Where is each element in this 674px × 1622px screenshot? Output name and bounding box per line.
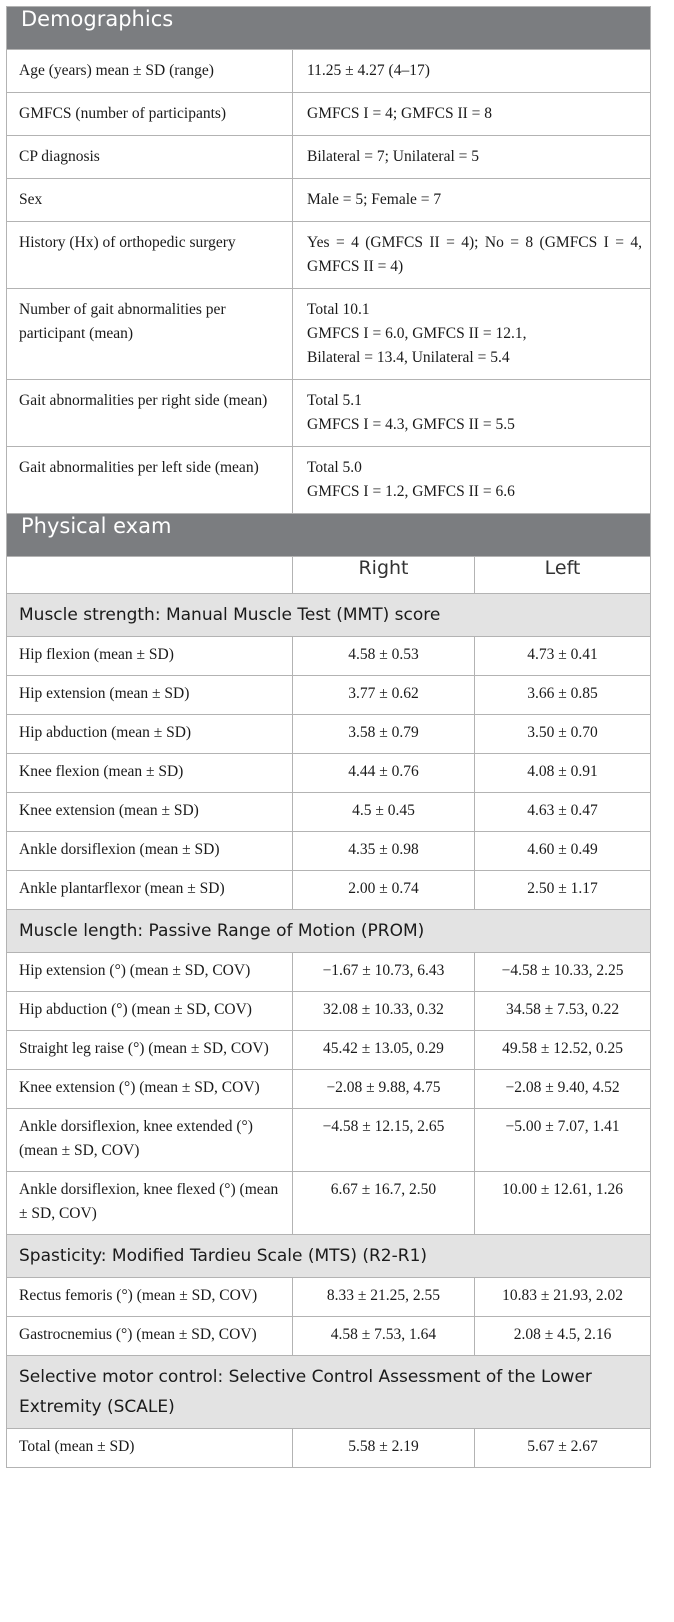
left-value: 49.58 ± 12.52, 0.25	[475, 1031, 651, 1070]
subsection-header-row	[7, 1235, 651, 1278]
table-row	[7, 1031, 651, 1070]
right-value: 4.5 ± 0.45	[293, 793, 475, 832]
measure-label: Total (mean ± SD)	[7, 1429, 293, 1468]
left-value: −4.58 ± 10.33, 2.25	[475, 953, 651, 992]
demographics-row	[7, 447, 651, 514]
table-row	[7, 1172, 651, 1235]
demographics-title: Demographics	[7, 7, 651, 50]
demographics-value-line: Total 5.0	[307, 459, 362, 476]
right-value: −2.08 ± 9.88, 4.75	[293, 1070, 475, 1109]
demographics-label: History (Hx) of orthopedic surgery	[7, 222, 293, 289]
left-value: 4.73 ± 0.41	[475, 637, 651, 676]
right-value: 5.58 ± 2.19	[293, 1429, 475, 1468]
left-value: 4.08 ± 0.91	[475, 754, 651, 793]
left-value: 3.66 ± 0.85	[475, 676, 651, 715]
left-value: 10.00 ± 12.61, 1.26	[475, 1172, 651, 1235]
right-value: −1.67 ± 10.73, 6.43	[293, 953, 475, 992]
right-value: 4.35 ± 0.98	[293, 832, 475, 871]
measure-label: Ankle dorsiflexion (mean ± SD)	[7, 832, 293, 871]
results-table	[6, 6, 651, 1468]
subsection-title: Muscle strength: Manual Muscle Test (MMT) score	[7, 594, 651, 637]
measure-label: Ankle plantarflexor (mean ± SD)	[7, 871, 293, 910]
right-value: 45.42 ± 13.05, 0.29	[293, 1031, 475, 1070]
demographics-value-line: Bilateral = 13.4, Unilateral = 5.4	[307, 349, 510, 366]
table-row	[7, 754, 651, 793]
column-header-blank	[7, 557, 293, 594]
demographics-row	[7, 289, 651, 380]
left-value: −5.00 ± 7.07, 1.41	[475, 1109, 651, 1172]
right-value: 4.44 ± 0.76	[293, 754, 475, 793]
table-row	[7, 832, 651, 871]
table-row	[7, 637, 651, 676]
demographics-value-line: 11.25 ± 4.27 (4–17)	[307, 62, 430, 79]
subsection-header-row	[7, 1356, 651, 1429]
right-value: 4.58 ± 7.53, 1.64	[293, 1317, 475, 1356]
demographics-value	[293, 50, 651, 93]
measure-label: Hip abduction (mean ± SD)	[7, 715, 293, 754]
table-row	[7, 715, 651, 754]
demographics-value	[293, 380, 651, 447]
measure-label: Ankle dorsiflexion, knee extended (°) (mean ± SD, COV)	[7, 1109, 293, 1172]
measure-label: Hip abduction (°) (mean ± SD, COV)	[7, 992, 293, 1031]
left-value: 3.50 ± 0.70	[475, 715, 651, 754]
measure-label: Knee extension (°) (mean ± SD, COV)	[7, 1070, 293, 1109]
demographics-value-line: Yes = 4 (GMFCS II = 4); No = 8 (GMFCS I = 4, GMFCS II = 4)	[307, 234, 643, 275]
subsection-header-row	[7, 594, 651, 637]
left-value: 34.58 ± 7.53, 0.22	[475, 992, 651, 1031]
demographics-value-line: Male = 5; Female = 7	[307, 191, 442, 208]
demographics-header-row	[7, 7, 651, 50]
column-header-right: Right	[293, 557, 475, 594]
demographics-value	[293, 93, 651, 136]
table-row	[7, 1070, 651, 1109]
measure-label: Hip extension (mean ± SD)	[7, 676, 293, 715]
demographics-row	[7, 179, 651, 222]
measure-label: Knee flexion (mean ± SD)	[7, 754, 293, 793]
demographics-value-line: GMFCS I = 4.3, GMFCS II = 5.5	[307, 416, 515, 433]
demographics-value	[293, 179, 651, 222]
demographics-label: Age (years) mean ± SD (range)	[7, 50, 293, 93]
physical-exam-title: Physical exam	[7, 514, 651, 557]
table-row	[7, 1317, 651, 1356]
right-value: 2.00 ± 0.74	[293, 871, 475, 910]
demographics-label: Sex	[7, 179, 293, 222]
results-table-container	[6, 6, 650, 1468]
table-row	[7, 1429, 651, 1468]
physical-exam-header-row	[7, 514, 651, 557]
right-value: 8.33 ± 21.25, 2.55	[293, 1278, 475, 1317]
demographics-value-line: Bilateral = 7; Unilateral = 5	[307, 148, 479, 165]
table-row	[7, 793, 651, 832]
measure-label: Ankle dorsiflexion, knee flexed (°) (mean ± SD, COV)	[7, 1172, 293, 1235]
table-row	[7, 871, 651, 910]
left-value: −2.08 ± 9.40, 4.52	[475, 1070, 651, 1109]
demographics-value-line: GMFCS I = 4; GMFCS II = 8	[307, 105, 493, 122]
demographics-value	[293, 136, 651, 179]
column-header-left: Left	[475, 557, 651, 594]
demographics-value-line: Total 10.1	[307, 301, 370, 318]
subsection-title: Spasticity: Modified Tardieu Scale (MTS) (R2-R1)	[7, 1235, 651, 1278]
left-value: 4.63 ± 0.47	[475, 793, 651, 832]
demographics-row	[7, 136, 651, 179]
demographics-row	[7, 380, 651, 447]
demographics-value	[293, 447, 651, 514]
right-value: 3.58 ± 0.79	[293, 715, 475, 754]
left-value: 2.08 ± 4.5, 2.16	[475, 1317, 651, 1356]
measure-label: Knee extension (mean ± SD)	[7, 793, 293, 832]
right-value: −4.58 ± 12.15, 2.65	[293, 1109, 475, 1172]
table-row	[7, 676, 651, 715]
table-row	[7, 1278, 651, 1317]
left-value: 4.60 ± 0.49	[475, 832, 651, 871]
subsection-header-row	[7, 910, 651, 953]
measure-label: Hip extension (°) (mean ± SD, COV)	[7, 953, 293, 992]
subsection-title: Muscle length: Passive Range of Motion (PROM)	[7, 910, 651, 953]
demographics-value	[293, 222, 651, 289]
left-value: 5.67 ± 2.67	[475, 1429, 651, 1468]
column-header-row	[7, 557, 651, 594]
table-row	[7, 953, 651, 992]
demographics-value-line: GMFCS I = 6.0, GMFCS II = 12.1,	[307, 325, 527, 342]
right-value: 32.08 ± 10.33, 0.32	[293, 992, 475, 1031]
demographics-label: CP diagnosis	[7, 136, 293, 179]
demographics-label: Gait abnormalities per left side (mean)	[7, 447, 293, 514]
right-value: 6.67 ± 16.7, 2.50	[293, 1172, 475, 1235]
right-value: 4.58 ± 0.53	[293, 637, 475, 676]
demographics-row	[7, 50, 651, 93]
demographics-label: Number of gait abnormalities per participant (mean)	[7, 289, 293, 380]
demographics-label: GMFCS (number of participants)	[7, 93, 293, 136]
measure-label: Rectus femoris (°) (mean ± SD, COV)	[7, 1278, 293, 1317]
left-value: 2.50 ± 1.17	[475, 871, 651, 910]
table-row	[7, 1109, 651, 1172]
demographics-row	[7, 93, 651, 136]
demographics-value-line: GMFCS I = 1.2, GMFCS II = 6.6	[307, 483, 515, 500]
demographics-label: Gait abnormalities per right side (mean)	[7, 380, 293, 447]
left-value: 10.83 ± 21.93, 2.02	[475, 1278, 651, 1317]
measure-label: Gastrocnemius (°) (mean ± SD, COV)	[7, 1317, 293, 1356]
subsection-title: Selective motor control: Selective Control Assessment of the Lower Extremity (SCALE)	[7, 1356, 651, 1429]
demographics-value-line: Total 5.1	[307, 392, 362, 409]
measure-label: Straight leg raise (°) (mean ± SD, COV)	[7, 1031, 293, 1070]
demographics-row	[7, 222, 651, 289]
measure-label: Hip flexion (mean ± SD)	[7, 637, 293, 676]
right-value: 3.77 ± 0.62	[293, 676, 475, 715]
demographics-value	[293, 289, 651, 380]
table-row	[7, 992, 651, 1031]
